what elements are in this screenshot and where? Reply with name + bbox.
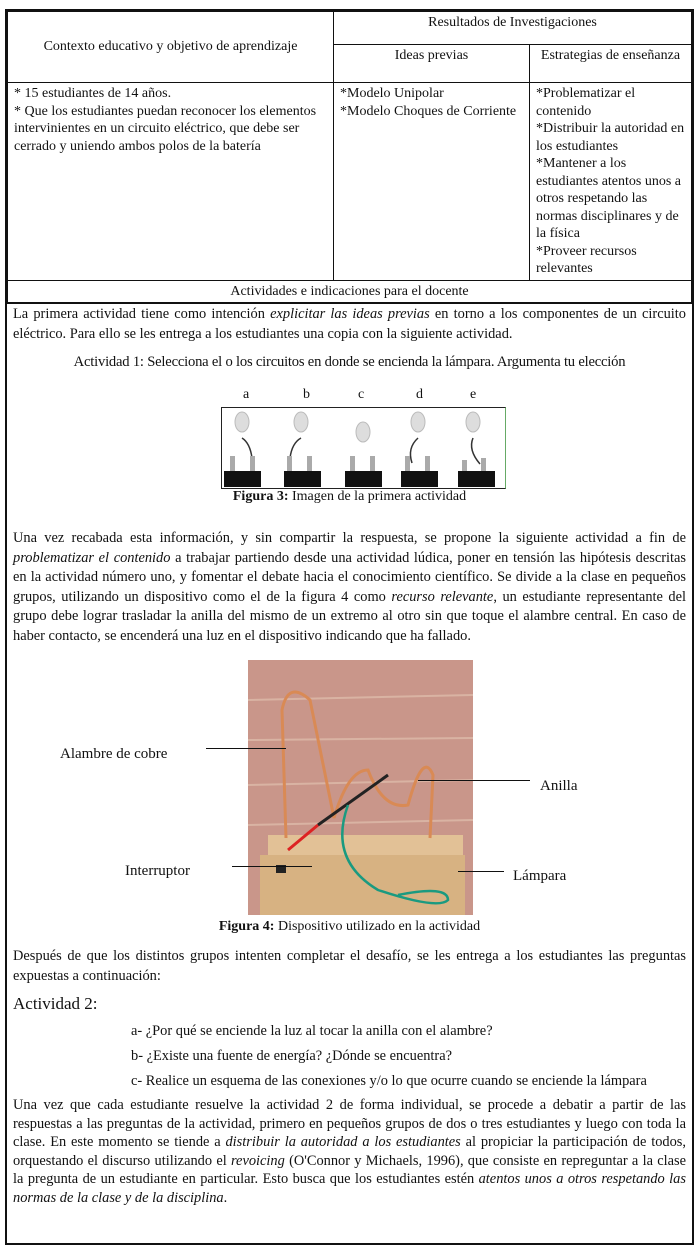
circuit-label: d: [416, 387, 423, 402]
context-cell: [8, 83, 334, 281]
col2-header: Ideas previas: [334, 45, 530, 83]
lamp-label: Lámpara: [513, 868, 567, 884]
arrow-left-icon: [206, 748, 286, 749]
circuit-label: c: [358, 387, 365, 402]
circuits-image: [221, 407, 506, 489]
figure-3-caption: Figura 3: Imagen de la primera actividad: [232, 489, 467, 504]
figure-3: [13, 371, 686, 531]
figure-4: [13, 660, 686, 935]
idea-line: *Modelo Choques de Corriente: [340, 103, 517, 119]
device-photo: [248, 660, 473, 915]
question-a: a- ¿Por qué se enciende la luz al tocar la anilla con el alambre?: [131, 1023, 493, 1039]
strategy-line: *Mantener a los estudiantes atentos unos a otros respetando las normas disciplinares y de la física: [536, 156, 682, 241]
group-header: Resultados de Investigaciones: [334, 12, 692, 45]
idea-line: *Modelo Unipolar: [340, 86, 444, 101]
circuit-label: e: [470, 387, 477, 402]
strategy-line: *Problematizar el contenido: [536, 86, 636, 119]
strategies-cell: [530, 83, 692, 281]
circuit-label: a: [243, 387, 250, 402]
paragraph-2: Una vez recabada esta información, y sin compartir la respuesta, se propone la siguiente actividad a fin de problematizar el contenido a trabajar partiendo desde una actividad lúdica, poner en tensión las hipótesis descritas en la actividad número uno, y fomentar el debate hacia el conocimiento científico. Se divide a la clase en pequeños grupos, utilizando un dispositivo como el de la figura 4 como recurso relevante, un estudiante representante del grupo debe lograr trasladar la anilla del mismo de un extremo al otro sin que toque el alambre central. En caso de haber contacto, se encenderá una luz en el dispositivo indicando que ha fallado.: [13, 530, 686, 644]
ring-label: Anilla: [540, 778, 578, 794]
figure-4-caption: Figura 4: Dispositivo utilizado en la actividad: [218, 919, 481, 934]
col1-header: Contexto educativo y objetivo de aprendizaje: [8, 12, 334, 83]
ideas-cell: [334, 83, 530, 281]
question-c: c- Realice un esquema de las conexiones y/o lo que ocurre cuando se enciende la lámpara: [131, 1073, 647, 1089]
paragraph-4: Una vez que cada estudiante resuelve la actividad 2 de forma individual, se procede a debatir a partir de las respuestas a las preguntas de la actividad, primero en pequeños grupos de dos o tres estudiantes y luego con toda la clase. En este momento se tiende a distribuir la autoridad a los estudiantes al propiciar la participación de todos, orquestando el discurso utilizando el revoicing (O'Connor y Michaels, 1996), que consiste en repreguntar a la clase la pregunta de un estudiante en particular. Esto busca que los estudiantes estén atentos unos a otros respetando las normas de la clase y de la disciplina.: [13, 1097, 687, 1206]
arrow-right-icon: [418, 780, 530, 781]
header-table: [7, 11, 692, 304]
activity-2-title: Actividad 2:: [13, 994, 98, 1013]
arrow-right-icon: [458, 871, 504, 872]
circuit-label: b: [303, 387, 310, 402]
context-line: * 15 estudiantes de 14 años.: [14, 86, 172, 101]
context-line: * Que los estudiantes puedan reconocer los elementos intervinientes en un circuito eléctrico, que debe ser cerrado y uniendo ambos polos de la batería: [14, 103, 317, 154]
switch-label: Interruptor: [125, 863, 190, 879]
wire-label: Alambre de cobre: [60, 746, 168, 762]
question-b: b- ¿Existe una fuente de energía? ¿Dónde se encuentra?: [131, 1048, 452, 1064]
paragraph-3: Después de que los distintos grupos intenten completar el desafío, se les entrega a los estudiantes las preguntas expuestas a continuación:: [13, 948, 686, 984]
paragraph-1: La primera actividad tiene como intención explicitar las ideas previas en torno a los componentes de un circuito eléctrico. Para ello se les entrega a los estudiantes una copia con la siguiente actividad.: [13, 306, 686, 342]
section-header: Actividades e indicaciones para el docente: [8, 280, 692, 303]
activities-body: [7, 305, 692, 1207]
activity-1-prompt: Actividad 1: Selecciona el o los circuitos en donde se encienda la lámpara. Argumenta tu elección: [73, 354, 626, 370]
lesson-plan-table: [5, 9, 694, 1245]
strategy-line: *Distribuir la autoridad en los estudiantes: [536, 121, 685, 154]
col3-header: Estrategias de enseñanza: [530, 45, 692, 83]
strategy-line: *Proveer recursos relevantes: [536, 243, 637, 276]
arrow-left-icon: [232, 866, 312, 867]
